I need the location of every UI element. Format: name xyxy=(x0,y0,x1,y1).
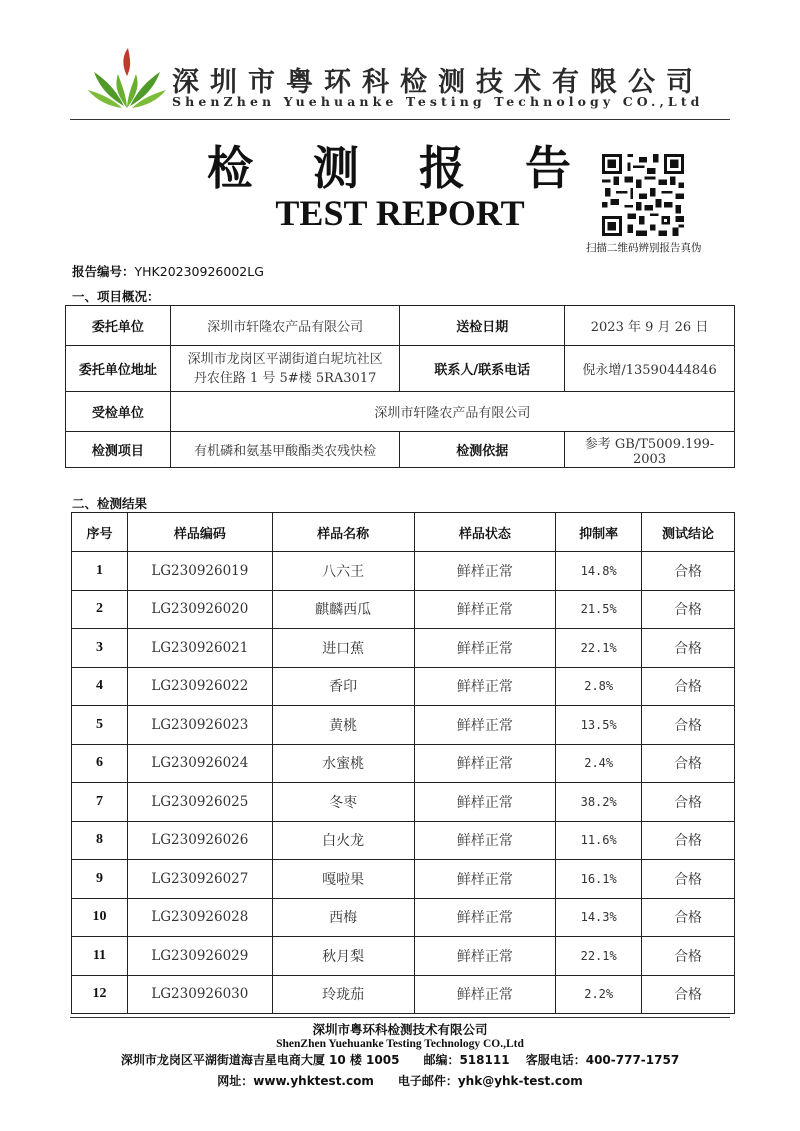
header-inhibition-rate: 抑制率 xyxy=(556,513,642,552)
table-row xyxy=(72,744,735,783)
header-index: 序号 xyxy=(72,513,128,552)
inhibition-rate: 22.1% xyxy=(556,629,642,668)
inhibition-rate: 14.3% xyxy=(556,898,642,937)
table-row xyxy=(72,975,735,1014)
inhibition-rate: 2.4% xyxy=(556,744,642,783)
conclusion: 合格 xyxy=(642,860,735,899)
report-number-label: 报告编号： xyxy=(72,264,135,279)
report-number xyxy=(72,262,264,280)
results-body xyxy=(72,552,735,1014)
table-row xyxy=(72,706,735,745)
header-sample-code: 样品编码 xyxy=(127,513,272,552)
inhibition-rate: 11.6% xyxy=(556,821,642,860)
inspected-unit-label: 受检单位 xyxy=(66,392,171,432)
sample-state: 鲜样正常 xyxy=(414,898,556,937)
footer-address: 深圳市龙岗区平湖街道海吉星电商大厦 10 楼 1005 邮编：518111 客服电话：400-777-1757 xyxy=(120,1053,680,1067)
section-project-overview: 一、项目概况： xyxy=(72,289,160,304)
results-header-row xyxy=(72,513,735,552)
sample-name: 八六王 xyxy=(272,552,414,591)
inhibition-rate: 2.8% xyxy=(556,667,642,706)
row-index: 1 xyxy=(72,552,128,591)
contact-label: 联系人/联系电话 xyxy=(400,346,565,392)
address-label: 委托单位地址 xyxy=(66,346,171,392)
sample-state: 鲜样正常 xyxy=(414,975,556,1014)
address-line-2: 丹农住路 1 号 5#楼 5RA3017 xyxy=(193,370,377,386)
sample-name: 水蜜桃 xyxy=(272,744,414,783)
row-index: 9 xyxy=(72,860,128,899)
sample-state: 鲜样正常 xyxy=(414,783,556,822)
sample-state: 鲜样正常 xyxy=(414,821,556,860)
date-label: 送检日期 xyxy=(400,306,565,346)
table-row xyxy=(72,629,735,668)
company-name-cn: 深圳市粤环科检测技术有限公司 xyxy=(172,67,704,98)
qr-caption: 扫描二维码辨别报告真伪 xyxy=(586,242,702,254)
sample-name: 冬枣 xyxy=(272,783,414,822)
conclusion: 合格 xyxy=(642,744,735,783)
sample-code: LG230926019 xyxy=(127,552,272,591)
sample-code: LG230926030 xyxy=(127,975,272,1014)
sample-code: LG230926024 xyxy=(127,744,272,783)
sample-name: 玲珑茄 xyxy=(272,975,414,1014)
company-name-en: ShenZhen Yuehuanke Testing Technology CO.,Ltd xyxy=(172,94,704,109)
test-basis-value: 参考 GB/T5009.199-2003 xyxy=(565,432,735,468)
table-row xyxy=(72,552,735,591)
conclusion: 合格 xyxy=(642,552,735,591)
conclusion: 合格 xyxy=(642,590,735,629)
footer-divider xyxy=(70,1017,730,1018)
test-item-label: 检测项目 xyxy=(66,432,171,468)
sample-state: 鲜样正常 xyxy=(414,590,556,629)
sample-code: LG230926028 xyxy=(127,898,272,937)
sample-name: 嘎啦果 xyxy=(272,860,414,899)
date-value: 2023 年 9 月 26 日 xyxy=(565,306,735,346)
row-index: 8 xyxy=(72,821,128,860)
sample-code: LG230926023 xyxy=(127,706,272,745)
inhibition-rate: 21.5% xyxy=(556,590,642,629)
project-info-table xyxy=(65,305,735,468)
sample-state: 鲜样正常 xyxy=(414,629,556,668)
conclusion: 合格 xyxy=(642,898,735,937)
conclusion: 合格 xyxy=(642,821,735,860)
report-title-cn: 检 测 报 告 xyxy=(206,141,594,195)
inhibition-rate: 14.8% xyxy=(556,552,642,591)
sample-state: 鲜样正常 xyxy=(414,552,556,591)
row-index: 11 xyxy=(72,937,128,976)
results-table xyxy=(71,512,735,1014)
row-index: 4 xyxy=(72,667,128,706)
sample-name: 秋月梨 xyxy=(272,937,414,976)
contact-value: 倪永增/13590444846 xyxy=(565,346,735,392)
sample-code: LG230926026 xyxy=(127,821,272,860)
test-basis-label: 检测依据 xyxy=(400,432,565,468)
sample-name: 麒麟西瓜 xyxy=(272,590,414,629)
inhibition-rate: 22.1% xyxy=(556,937,642,976)
inspected-unit-value: 深圳市轩隆农产品有限公司 xyxy=(170,392,734,432)
report-number-value: YHK20230926002LG xyxy=(134,264,264,279)
row-index: 2 xyxy=(72,590,128,629)
footer-company-cn: 深圳市粤环科检测技术有限公司 xyxy=(312,1022,488,1037)
sample-name: 进口蕉 xyxy=(272,629,414,668)
conclusion: 合格 xyxy=(642,629,735,668)
row-index: 6 xyxy=(72,744,128,783)
header-divider xyxy=(70,119,730,120)
header-sample-name: 样品名称 xyxy=(272,513,414,552)
report-title-en: TEST REPORT xyxy=(275,193,525,233)
row-index: 7 xyxy=(72,783,128,822)
sample-code: LG230926027 xyxy=(127,860,272,899)
sample-code: LG230926025 xyxy=(127,783,272,822)
company-logo xyxy=(88,46,166,112)
conclusion: 合格 xyxy=(642,975,735,1014)
qr-code xyxy=(598,154,688,236)
inhibition-rate: 38.2% xyxy=(556,783,642,822)
sample-state: 鲜样正常 xyxy=(414,706,556,745)
client-label: 委托单位 xyxy=(66,306,171,346)
table-row xyxy=(72,667,735,706)
table-row xyxy=(72,590,735,629)
sample-name: 香印 xyxy=(272,667,414,706)
sample-state: 鲜样正常 xyxy=(414,667,556,706)
table-row xyxy=(72,937,735,976)
row-index: 5 xyxy=(72,706,128,745)
test-item-value: 有机磷和氨基甲酸酯类农残快检 xyxy=(170,432,400,468)
conclusion: 合格 xyxy=(642,783,735,822)
sample-state: 鲜样正常 xyxy=(414,937,556,976)
table-row xyxy=(72,898,735,937)
sample-code: LG230926029 xyxy=(127,937,272,976)
sample-code: LG230926022 xyxy=(127,667,272,706)
row-index: 3 xyxy=(72,629,128,668)
conclusion: 合格 xyxy=(642,937,735,976)
inhibition-rate: 16.1% xyxy=(556,860,642,899)
section-test-results: 二、检测结果 xyxy=(72,496,148,511)
sample-code: LG230926021 xyxy=(127,629,272,668)
inhibition-rate: 2.2% xyxy=(556,975,642,1014)
conclusion: 合格 xyxy=(642,706,735,745)
row-index: 12 xyxy=(72,975,128,1014)
header-sample-state: 样品状态 xyxy=(414,513,556,552)
sample-name: 黄桃 xyxy=(272,706,414,745)
table-row xyxy=(72,860,735,899)
address-value xyxy=(170,346,400,392)
address-line-1: 深圳市龙岗区平湖街道白坭坑社区 xyxy=(187,351,383,367)
inhibition-rate: 13.5% xyxy=(556,706,642,745)
table-row xyxy=(72,783,735,822)
sample-code: LG230926020 xyxy=(127,590,272,629)
footer-company-en: ShenZhen Yuehuanke Testing Technology CO.,Ltd xyxy=(276,1038,524,1050)
footer-contact: 网址：www.yhktest.com 电子邮件：yhk@yhk-test.com xyxy=(217,1074,583,1088)
conclusion: 合格 xyxy=(642,667,735,706)
sample-name: 西梅 xyxy=(272,898,414,937)
sample-state: 鲜样正常 xyxy=(414,744,556,783)
row-index: 10 xyxy=(72,898,128,937)
sample-name: 白火龙 xyxy=(272,821,414,860)
sample-state: 鲜样正常 xyxy=(414,860,556,899)
header-conclusion: 测试结论 xyxy=(642,513,735,552)
client-value: 深圳市轩隆农产品有限公司 xyxy=(170,306,400,346)
table-row xyxy=(72,821,735,860)
